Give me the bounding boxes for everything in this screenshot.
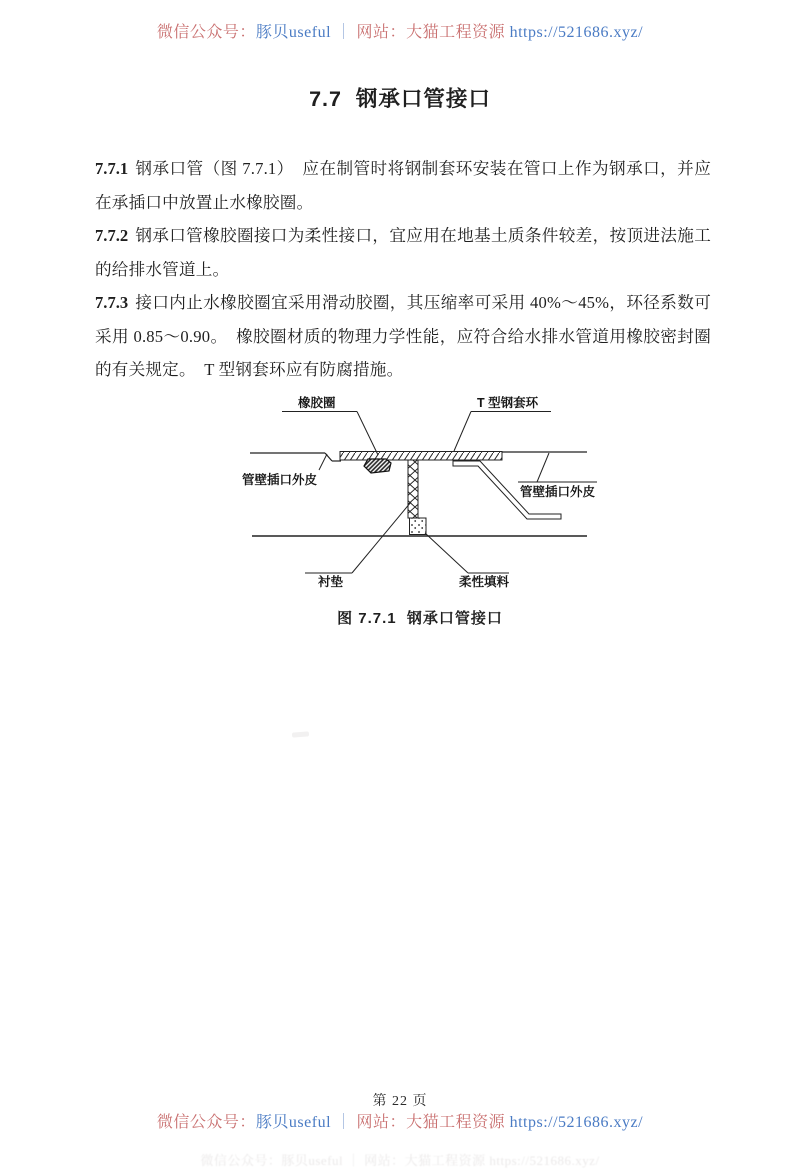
clause-number: 7.7.2 — [95, 226, 129, 245]
leader-pipe-wall-right — [537, 453, 549, 482]
paragraph-7-7-2 — [95, 219, 711, 286]
watermark-separator: ｜ — [331, 24, 357, 41]
wechat-label: 微信公众号： — [156, 1114, 256, 1131]
clause-text: 钢承口管（图 7.7.1） 应在制管时将钢制套环安装在管口上作为钢承口，并应在承插口中放置止水橡胶圈。 — [95, 159, 711, 212]
wechat-account: 豚贝useful — [255, 24, 332, 41]
site-name: 大猫工程资源 — [406, 24, 506, 41]
leader-rubber-ring — [357, 412, 378, 456]
scan-smudge — [292, 731, 309, 737]
site-label: 网站： — [356, 24, 407, 41]
label-flexible-filler: 柔性填料 — [459, 575, 510, 589]
t-steel-sleeve-band — [340, 452, 502, 461]
site-label: 网站： — [356, 1114, 407, 1131]
leader-pipe-wall-left — [319, 454, 327, 470]
label-liner: 衬垫 — [318, 575, 344, 589]
clause-number: 7.7.3 — [95, 293, 129, 312]
watermark-ghost: 微信公众号：豚贝useful ｜ 网站：大猫工程资源 https://521686.xyz/ — [200, 1153, 600, 1168]
wechat-label: 微信公众号： — [156, 24, 256, 41]
rubber-ring-shape — [364, 459, 391, 473]
leader-filler — [425, 533, 468, 573]
pipe-joint-diagram — [235, 390, 605, 640]
clause-text: 接口内止水橡胶圈宜采用滑动胶圈，其压缩率可采用 40%～45%，环径系数可采用 0.85～0.90。 橡胶圈材质的物理力学性能，应符合给水排水管道用橡胶密封圈的有关规定。 T 型钢套环应有防腐措施。 — [95, 293, 711, 379]
paragraph-7-7-3 — [95, 286, 711, 387]
body-text — [95, 152, 711, 387]
clause-text: 钢承口管橡胶圈接口为柔性接口，宜应用在地基土质条件较差，按顶进法施工的给排水管道上。 — [95, 226, 711, 279]
watermark-separator: ｜ — [331, 1114, 357, 1131]
leader-liner — [352, 502, 411, 573]
clause-number: 7.7.1 — [95, 159, 129, 178]
figure-caption: 图 7.7.1 钢承口管接口 — [337, 610, 503, 627]
site-name: 大猫工程资源 — [406, 1114, 506, 1131]
wechat-account: 豚贝useful — [255, 1114, 332, 1131]
page-number: 第 22 页 — [372, 1094, 428, 1109]
label-pipe-wall-right: 管壁插口外皮 — [520, 485, 596, 499]
figure-7-7-1 — [235, 390, 605, 640]
label-t-steel-sleeve: T 型钢套环 — [477, 396, 539, 410]
watermark-header — [0, 19, 800, 42]
section-title: 7.7 钢承口管接口 — [309, 87, 491, 111]
paragraph-7-7-1 — [95, 152, 711, 219]
site-url: https://521686.xyz/ — [505, 24, 644, 41]
flexible-filler-block — [410, 518, 427, 535]
label-pipe-wall-left: 管壁插口外皮 — [242, 473, 318, 487]
leader-t-sleeve — [454, 412, 471, 452]
liner-strip — [408, 460, 418, 518]
watermark-footer — [0, 1109, 800, 1132]
site-url: https://521686.xyz/ — [505, 1114, 644, 1131]
label-rubber-ring: 橡胶圈 — [298, 396, 336, 410]
